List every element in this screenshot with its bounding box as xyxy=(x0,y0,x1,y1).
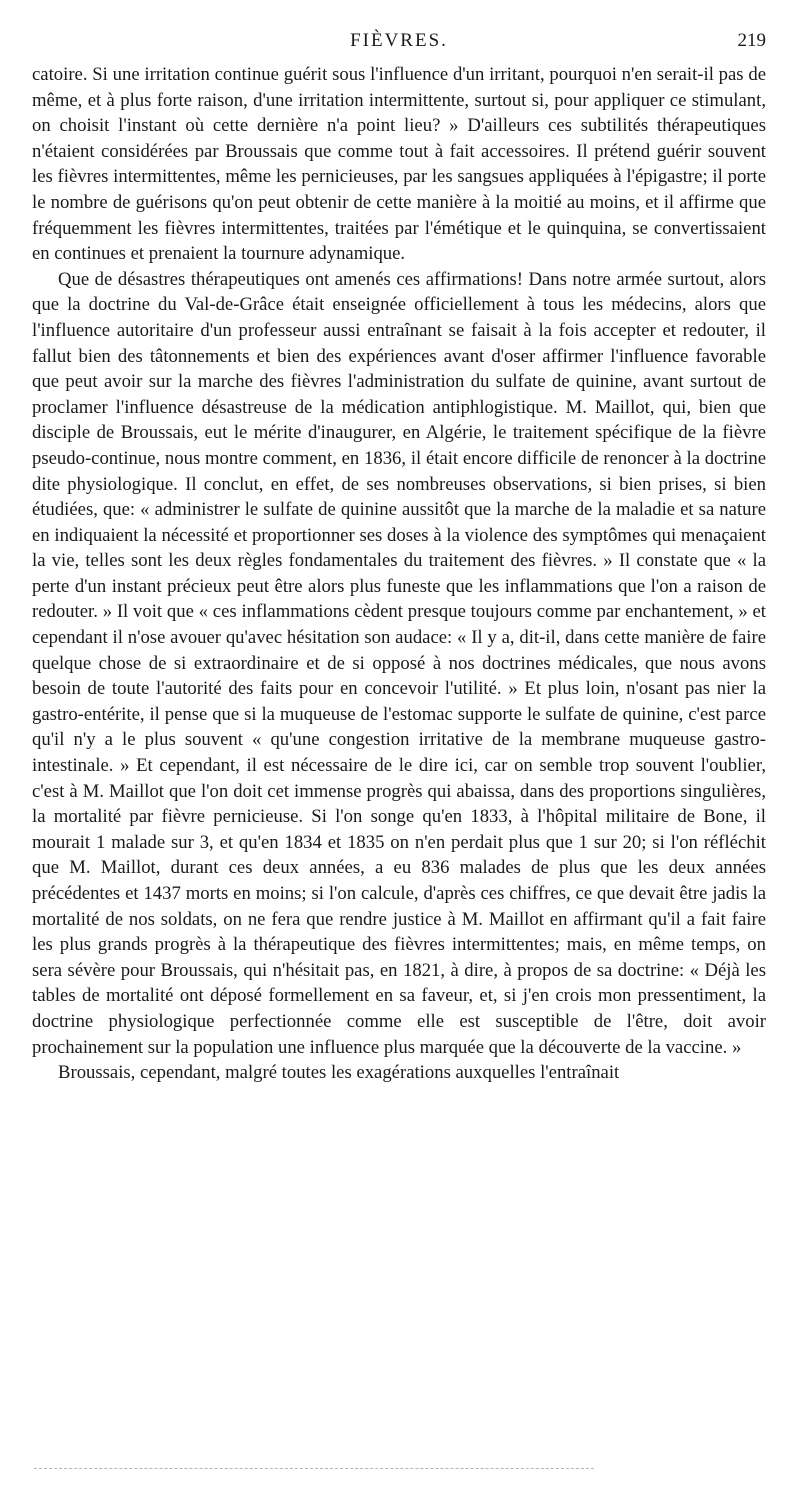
page-number: 219 xyxy=(737,30,766,51)
paragraph-broussais: Broussais, cependant, malgré toutes les exagérations auxquelles l'entraînait xyxy=(58,1062,620,1084)
paragraph-continued: catoire. Si une irritation continue guérit sous l'influence d'un irritant, pourquoi n'en serait-il pas de même, et à plus forte raison, d'une irritation intermittente, surtout si, pour appliquer ce stimulant, on choisit l'instant où cette dernière n'a point lieu? » D'ailleurs ces subtilités thérapeutiques n'étaient considérées par Broussais que comme tout à fait accessoires. Il prétend guérir souvent les fièvres intermittentes, même les pernicieuses, par les sangsues appliquées à l'épigastre; il porte le nombre de guérisons qu'on peut obtenir de cette manière à la moitié au moins, et il affirme que fréquemment les fièvres intermittentes, traitées par l'émétique et le quinquina, se convertissaient en continues et prenaient la tournure adynamique. xyxy=(32,64,766,265)
paragraph-maillot: Que de désastres thérapeutiques ont amenés ces affirmations! Dans notre armée surtout, alors que la doctrine du Val-de-Grâce était enseignée officiellement à tous les médecins, alors que l'influence autoritaire d'un professeur aussi entraînant se faisait à la fois accepter et redouter, il fallut bien des tâtonnements et bien des expériences avant d'oser affirmer l'influence favorable que peut avoir sur la marche des fièvres l'administration du sulfate de quinine, avant surtout de proclamer l'influence désastreuse de la médication antiphlogistique. M. Maillot, qui, bien que disciple de Broussais, eut le mérite d'inaugurer, en Algérie, le traitement spécifique de la fièvre pseudo-continue, nous montre comment, en 1836, il était encore difficile de renoncer à la doctrine dite physiologique. Il conclut, en effet, de ses nombreuses observations, si bien prises, si bien étudiées, que: « administrer le sulfate de quinine aussitôt que la marche de la maladie et sa nature en indiquaient la nécessité et proportionner ses doses à la violence des symptômes qui menaçaient la vie, telles sont les deux règles fondamentales du traitement des fièvres. » Il constate que « la perte d'un instant précieux peut être alors plus funeste que les inflammations que l'on a raison de redouter. » Il voit que « ces inflammations cèdent presque toujours comme par enchantement, » et cependant il n'ose avouer qu'avec hésitation son audace: « Il y a, dit-il, dans cette manière de faire quelque chose de si extraordinaire et de si opposé à nos doctrines médicales, que nous avons besoin de toute l'autorité des faits pour en concevoir l'utilité. » Et plus loin, n'osant pas nier la gastro-entérite, il pense que si la muqueuse de l'estomac supporte le sulfate de quinine, c'est parce qu'il n'y a le plus souvent « qu'une congestion irritative de la membrane muqueuse gastro-intestinale. » Et cependant, il est nécessaire de le dire ici, car on semble trop souvent l'oublier, c'est à M. Maillot que l'on doit cet immense progrès qui abaissa, dans des proportions singulières, la mortalité par fièvre pernicieuse. Si l'on songe qu'en 1833, à l'hôpital militaire de Bone, il mourait 1 malade sur 3, et qu'en 1834 et 1835 on n'en perdait plus que 1 sur 20; si l'on réfléchit que M. Maillot, durant ces deux années, a eu 836 malades de plus que les deux années précédentes et 1437 morts en moins; si l'on calcule, d'après ces chiffres, ce que devait être jadis la mortalité de nos soldats, on ne fera que rendre justice à M. Maillot en affirmant qu'il a fait faire les plus grands progrès à la thérapeutique des fièvres intermittentes; mais, en même temps, on sera sévère pour Broussais, qui n'hésitait pas, en 1821, à dire, à propos de sa doctrine: « Déjà les tables de mortalité ont déposé formellement en sa faveur, et, si j'en crois mon pressentiment, la doctrine physiologique perfectionnée comme elle est susceptible de l'être, doit avoir prochainement sur la population une influence plus marquée que la découverte de la vaccine. » xyxy=(32,268,766,1058)
footer-rule xyxy=(34,1468,594,1469)
body-text xyxy=(32,62,766,1086)
running-head xyxy=(32,30,766,56)
running-title: FIÈVRES. xyxy=(350,30,448,51)
